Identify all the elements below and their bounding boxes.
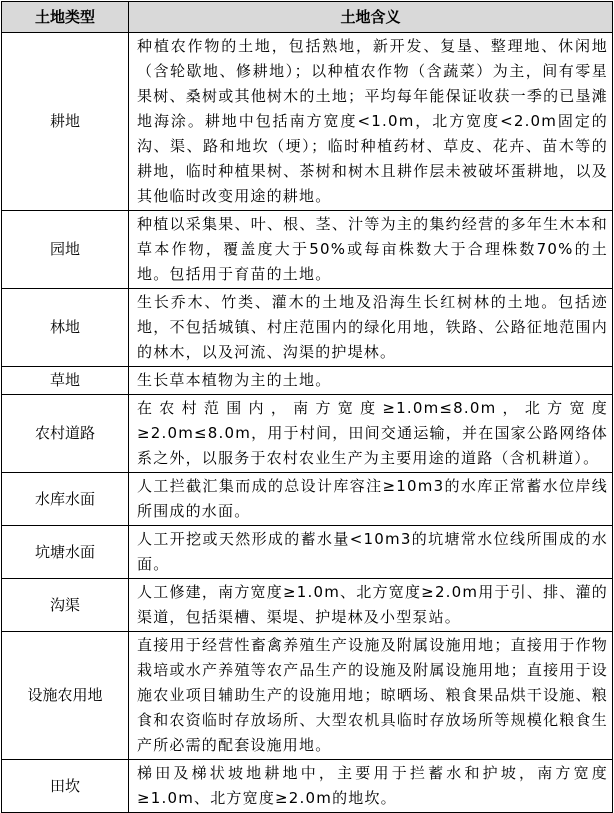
land-type-cell: 设施农用地 (2, 632, 129, 760)
table-row (2, 289, 613, 367)
land-type-cell: 田坎 (2, 760, 129, 813)
table-row (2, 211, 613, 289)
land-meaning-cell: 种植农作物的土地，包括熟地，新开发、复垦、整理地、休闲地（含轮歇地、修耕地）；以种植农作物（含蔬菜）为主，间有零星果树、桑树或其他树木的土地；平均每年能保证收获一季的已垦滩地海涂。耕地中包括南方宽度<1.0m，北方宽度<2.0m固定的沟、渠、路和地坎（埂）；临时种植药材、草皮、花卉、苗木等的耕地，临时种植果树、茶树和树木且耕作层未被破坏蛋耕地，以及其他临时改变用途的耕地。 (129, 33, 613, 211)
table-header-row (2, 2, 613, 33)
land-type-table (1, 1, 613, 813)
land-type-cell: 农村道路 (2, 395, 129, 473)
land-meaning-cell: 梯田及梯状坡地耕地中，主要用于拦蓄水和护坡，南方宽度≥1.0m、北方宽度≥2.0m的地坎。 (129, 760, 613, 813)
land-type-cell: 草地 (2, 367, 129, 395)
land-type-cell: 耕地 (2, 33, 129, 211)
land-type-cell: 林地 (2, 289, 129, 367)
table-row (2, 760, 613, 813)
table-row (2, 526, 613, 579)
land-type-cell: 园地 (2, 211, 129, 289)
land-type-cell: 坑塘水面 (2, 526, 129, 579)
land-meaning-cell: 人工拦截汇集而成的总设计库容注≥10m3的水库正常蓄水位岸线所围成的水面。 (129, 473, 613, 526)
table-row (2, 367, 613, 395)
table-row (2, 33, 613, 211)
land-meaning-cell: 在农村范围内，南方宽度≥1.0m≤8.0m，北方宽度≥2.0m≤8.0m，用于村间，田间交通运输，并在国家公路网络体系之外，以服务于农村农业生产为主要用途的道路（含机耕道）。 (129, 395, 613, 473)
land-type-cell: 水库水面 (2, 473, 129, 526)
land-meaning-cell: 人工修建，南方宽度≥1.0m、北方宽度≥2.0m用于引、排、灌的渠道，包括渠槽、渠堤、护堤林及小型泵站。 (129, 579, 613, 632)
table-row (2, 632, 613, 760)
table-row (2, 395, 613, 473)
land-meaning-cell: 直接用于经营性畜禽养殖生产设施及附属设施用地；直接用于作物栽培或水产养殖等农产品生产的设施及附属设施用地；直接用于设施农业项目辅助生产的设施用地；晾晒场、粮食果品烘干设施、粮食和农资临时存放场所、大型农机具临时存放场所等规模化粮食生产所必需的配套设施用地。 (129, 632, 613, 760)
header-land-type: 土地类型 (2, 2, 129, 33)
land-type-cell: 沟渠 (2, 579, 129, 632)
table-row (2, 473, 613, 526)
land-meaning-cell: 生长乔木、竹类、灌木的土地及沿海生长红树林的土地。包括迹地，不包括城镇、村庄范围内的绿化用地，铁路、公路征地范围内的林木，以及河流、沟渠的护堤林。 (129, 289, 613, 367)
land-meaning-cell: 种植以采集果、叶、根、茎、汁等为主的集约经营的多年生木本和草本作物，覆盖度大于50%或每亩株数大于合理株数70%的土地。包括用于育苗的土地。 (129, 211, 613, 289)
table-row (2, 579, 613, 632)
header-land-meaning: 土地含义 (129, 2, 613, 33)
land-meaning-cell: 人工开挖或天然形成的蓄水量<10m3的坑塘常水位线所围成的水面。 (129, 526, 613, 579)
land-meaning-cell: 生长草本植物为主的土地。 (129, 367, 613, 395)
